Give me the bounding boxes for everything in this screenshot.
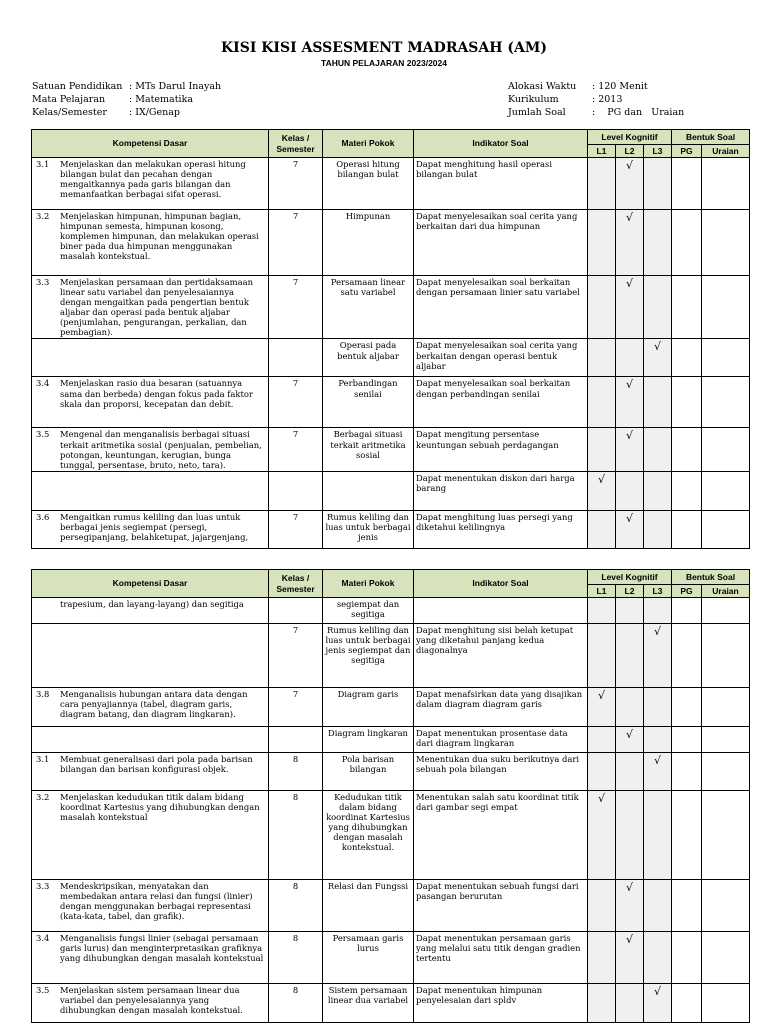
level-l1-cell — [588, 276, 616, 339]
uraian-cell — [702, 598, 750, 624]
indikator-cell: Dapat menghitung luas persegi yang diketahui kelilingnya — [414, 510, 588, 548]
indikator-cell: Menentukan salah satu koordinat titik dari gambar segi empat — [414, 791, 588, 880]
kd-text: Menganalisis hubungan antara data dengan cara penyajiannya (tabel, diagram garis, diagram batang, dan diagram lingkaran). — [60, 689, 248, 720]
kelas-cell: 8 — [269, 880, 323, 932]
pg-cell — [672, 688, 702, 727]
header-l3: L3 — [644, 145, 672, 158]
level-l3-cell — [644, 932, 672, 984]
kd-number: 3.3 — [36, 881, 50, 891]
kd-text: Menjelaskan dan melakukan operasi hitung bilangan bulat dan pecahan dengan mengaitkannya pada garis bilangan dan memanfaatkan berbagai sifat operasi. — [60, 159, 246, 200]
header-uraian: Uraian — [702, 585, 750, 598]
header-pg: PG — [672, 585, 702, 598]
level-l2-cell — [616, 210, 644, 276]
info-right — [508, 80, 684, 119]
indikator-cell: Dapat menentukan himpunan penyelesaian dari spldv — [414, 984, 588, 1023]
kd-text: Menganalisis fungsi linier (sebagai persamaan garis lurus) dan menginterpretasikan grafiknya yang dihubungkan dengan masalah kontekstual — [60, 933, 264, 964]
level-l3-cell — [644, 471, 672, 510]
header-l2: L2 — [616, 585, 644, 598]
level-l1-cell — [588, 210, 616, 276]
kompetensi-dasar-cell — [32, 624, 269, 688]
level-l2-cell — [616, 428, 644, 471]
level-l2-cell — [616, 688, 644, 727]
kompetensi-dasar-cell — [32, 791, 269, 880]
kd-number: 3.8 — [36, 689, 50, 699]
kd-number: 3.4 — [36, 378, 50, 389]
kelas-cell: 8 — [269, 753, 323, 791]
level-l1-cell — [588, 510, 616, 548]
info-label: Kurikulum — [508, 94, 559, 105]
info-value: : 2013 — [592, 94, 623, 105]
kelas-cell — [269, 598, 323, 624]
header-indikator-soal: Indikator Soal — [414, 130, 588, 158]
pg-cell — [672, 210, 702, 276]
level-l1-cell — [588, 428, 616, 471]
kd-number — [34, 599, 60, 609]
table-row — [32, 210, 750, 276]
level-l2-cell — [616, 158, 644, 210]
level-l2-cell — [616, 791, 644, 880]
level-l2-cell — [616, 932, 644, 984]
info-label: Jumlah Soal — [508, 107, 566, 118]
level-l1-cell — [588, 791, 616, 880]
level-l1-cell — [588, 158, 616, 210]
indikator-cell: Dapat menyelesaikan soal cerita yang berkaitan dengan operasi bentuk aljabar — [414, 339, 588, 377]
pg-cell — [672, 428, 702, 471]
pg-cell — [672, 276, 702, 339]
level-l1-cell — [588, 984, 616, 1023]
header-uraian: Uraian — [702, 145, 750, 158]
level-l1-cell — [588, 377, 616, 428]
table-row — [32, 984, 750, 1023]
pg-cell — [672, 932, 702, 984]
materi-cell: Himpunan — [323, 210, 414, 276]
info-label: Mata Pelajaran — [32, 94, 106, 105]
pg-cell — [672, 471, 702, 510]
kompetensi-dasar-cell — [32, 210, 269, 276]
kd-number: 3.4 — [36, 933, 50, 943]
kelas-cell: 7 — [269, 688, 323, 727]
table-row — [32, 377, 750, 428]
checkmark-icon: √ — [653, 625, 661, 638]
level-l3-cell — [644, 428, 672, 471]
level-l2-cell — [616, 598, 644, 624]
header-level-kognitif: Level Kognitif — [588, 130, 672, 145]
level-l3-cell — [644, 791, 672, 880]
pg-cell — [672, 753, 702, 791]
kompetensi-dasar-cell — [32, 598, 269, 624]
uraian-cell — [702, 753, 750, 791]
level-l2-cell — [616, 377, 644, 428]
kelas-cell: 8 — [269, 932, 323, 984]
kd-number: 3.5 — [36, 429, 50, 440]
materi-cell — [323, 471, 414, 510]
kompetensi-dasar-cell — [32, 471, 269, 510]
checkmark-icon: √ — [625, 511, 633, 525]
table-row — [32, 471, 750, 510]
kompetensi-dasar-cell — [32, 428, 269, 471]
checkmark-icon: √ — [625, 881, 633, 894]
table-row — [32, 339, 750, 377]
table-row — [32, 276, 750, 339]
level-l3-cell — [644, 377, 672, 428]
indikator-cell: Dapat menentukan diskon dari harga barang — [414, 471, 588, 510]
level-l1-cell — [588, 471, 616, 510]
uraian-cell — [702, 510, 750, 548]
uraian-cell — [702, 210, 750, 276]
kompetensi-dasar-cell — [32, 688, 269, 727]
table-row — [32, 688, 750, 727]
checkmark-icon: √ — [625, 429, 633, 443]
header-kelas-semester: Kelas / Semester — [269, 570, 323, 598]
info-left — [32, 80, 221, 119]
kelas-cell — [269, 471, 323, 510]
materi-cell: Sistem persamaan linear dua variabel — [323, 984, 414, 1023]
indikator-cell: Dapat menyelesaikan soal berkaitan dengan persamaan linier satu variabel — [414, 276, 588, 339]
info-label: Kelas/Semester — [32, 107, 107, 118]
kd-number: 3.2 — [36, 211, 50, 221]
table-row — [32, 598, 750, 624]
checkmark-icon: √ — [625, 277, 633, 290]
info-value: : Matematika — [129, 94, 193, 105]
indikator-cell: Menentukan dua suku berikutnya dari sebuah pola bilangan — [414, 753, 588, 791]
header-level-kognitif: Level Kognitif — [588, 570, 672, 585]
uraian-cell — [702, 339, 750, 377]
level-l1-cell — [588, 753, 616, 791]
materi-cell: Perbandingan senilai — [323, 377, 414, 428]
pg-cell — [672, 791, 702, 880]
info-value: : PG dan Uraian — [592, 107, 685, 118]
uraian-cell — [702, 428, 750, 471]
level-l3-cell — [644, 753, 672, 791]
level-l1-cell — [588, 339, 616, 377]
checkmark-icon: √ — [625, 378, 633, 392]
kd-text: Menjelaskan persamaan dan pertidaksamaan linear satu variabel dan penyelesaiannya dengan mengaitkan pada pengertian bentuk aljabar dan operasi pada bentuk aljabar (penjumlahan, pengurangan, perkalian, dan pembagian). — [60, 277, 253, 338]
level-l2-cell — [616, 510, 644, 548]
kompetensi-dasar-cell — [32, 932, 269, 984]
checkmark-icon: √ — [653, 340, 661, 354]
kelas-cell — [269, 727, 323, 753]
kompetensi-dasar-cell — [32, 753, 269, 791]
level-l3-cell — [644, 598, 672, 624]
level-l1-cell — [588, 688, 616, 727]
kd-number: 3.2 — [36, 792, 50, 802]
header-materi-pokok: Materi Pokok — [323, 570, 414, 598]
level-l2-cell — [616, 276, 644, 339]
document-subtitle: TAHUN PELAJARAN 2023/2024 — [321, 58, 447, 68]
materi-cell: segiempat dan segitiga — [323, 598, 414, 624]
checkmark-icon: √ — [653, 985, 661, 998]
uraian-cell — [702, 377, 750, 428]
header-kompetensi-dasar: Kompetensi Dasar — [32, 570, 269, 598]
level-l3-cell — [644, 727, 672, 753]
pg-cell — [672, 598, 702, 624]
kelas-cell: 7 — [269, 276, 323, 339]
checkmark-icon: √ — [597, 689, 605, 702]
header-l1: L1 — [588, 585, 616, 598]
level-l3-cell — [644, 624, 672, 688]
table-row — [32, 753, 750, 791]
header-l2: L2 — [616, 145, 644, 158]
kompetensi-dasar-cell — [32, 880, 269, 932]
kd-number: 3.6 — [36, 511, 50, 522]
info-value: : 120 Menit — [592, 81, 648, 92]
uraian-cell — [702, 880, 750, 932]
uraian-cell — [702, 984, 750, 1023]
header-bentuk-soal: Bentuk Soal — [672, 570, 750, 585]
materi-cell: Berbagai situasi terkait aritmetika sosial — [323, 428, 414, 471]
kd-text: Mendeskripsikan, menyatakan dan membedakan antara relasi dan fungsi (linier) dengan menggunakan berbagai representasi (kata-kata, tabel, dan grafik). — [60, 881, 253, 922]
header-indikator-soal: Indikator Soal — [414, 570, 588, 598]
kelas-cell: 7 — [269, 510, 323, 548]
table-row — [32, 880, 750, 932]
document-title: KISI KISI ASSESMENT MADRASAH (AM) — [221, 40, 547, 56]
level-l3-cell — [644, 276, 672, 339]
level-l1-cell — [588, 880, 616, 932]
kompetensi-dasar-cell — [32, 510, 269, 548]
kd-text: Mengenal dan menganalisis berbagai situasi terkait aritmetika sosial (penjualan, pembelian, potongan, keuntungan, kerugian, bunga tunggal, persentase, bruto, neto, tara). — [60, 429, 262, 470]
kd-text: Menjelaskan kedudukan titik dalam bidang koordinat Kartesius yang dihubungkan dengan masalah kontekstual — [60, 792, 260, 823]
kelas-cell: 8 — [269, 791, 323, 880]
materi-cell: Diagram lingkaran — [323, 727, 414, 753]
uraian-cell — [702, 276, 750, 339]
level-l1-cell — [588, 932, 616, 984]
checkmark-icon: √ — [625, 728, 633, 741]
level-l1-cell — [588, 598, 616, 624]
level-l2-cell — [616, 624, 644, 688]
header-pg: PG — [672, 145, 702, 158]
checkmark-icon: √ — [625, 159, 633, 172]
kelas-cell: 7 — [269, 428, 323, 471]
pg-cell — [672, 158, 702, 210]
materi-cell: Persamaan garis lurus — [323, 932, 414, 984]
table-row — [32, 791, 750, 880]
materi-cell: Diagram garis — [323, 688, 414, 727]
pg-cell — [672, 727, 702, 753]
kompetensi-dasar-cell — [32, 377, 269, 428]
kd-text: Mengaitkan rumus keliling dan luas untuk berbagai jenis segiempat (persegi, persegipanjang, belahketupat, jajargenjang, — [60, 511, 249, 542]
kd-number: 3.3 — [36, 277, 50, 287]
indikator-cell: Dapat menentukan prosentase data dari diagram lingkaran — [414, 727, 588, 753]
indikator-cell — [414, 598, 588, 624]
indikator-cell: Dapat menentukan sebuah fungsi dari pasangan berurutan — [414, 880, 588, 932]
header-kompetensi-dasar: Kompetensi Dasar — [32, 130, 269, 158]
pg-cell — [672, 984, 702, 1023]
pg-cell — [672, 880, 702, 932]
indikator-cell: Dapat menyelesaikan soal berkaitan dengan perbandingan senilai — [414, 377, 588, 428]
indikator-cell: Dapat menyelesaikan soal cerita yang berkaitan dari dua himpunan — [414, 210, 588, 276]
level-l2-cell — [616, 880, 644, 932]
kompetensi-dasar-cell — [32, 339, 269, 377]
pg-cell — [672, 339, 702, 377]
level-l2-cell — [616, 727, 644, 753]
checkmark-icon: √ — [625, 211, 633, 224]
kd-number: 3.5 — [36, 985, 50, 995]
table-row — [32, 727, 750, 753]
indikator-cell: Dapat menentukan persamaan garis yang melalui satu titik dengan gradien tertentu — [414, 932, 588, 984]
pg-cell — [672, 377, 702, 428]
kelas-cell: 8 — [269, 984, 323, 1023]
checkmark-icon: √ — [597, 792, 605, 805]
materi-cell: Rumus keliling dan luas untuk berbagai jenis segiempat dan segitiga — [323, 624, 414, 688]
materi-cell: Kedudukan titik dalam bidang koordinat Kartesius yang dihubungkan dengan masalah kontekstual. — [323, 791, 414, 880]
kd-text: trapesium, dan layang-layang) dan segitiga — [60, 599, 244, 609]
checkmark-icon: √ — [625, 933, 633, 946]
level-l2-cell — [616, 984, 644, 1023]
materi-cell: Rumus keliling dan luas untuk berbagai jenis — [323, 510, 414, 548]
info-value: : MTs Darul Inayah — [129, 81, 222, 92]
info-value: : IX/Genap — [129, 107, 181, 118]
level-l2-cell — [616, 471, 644, 510]
uraian-cell — [702, 158, 750, 210]
materi-cell: Pola barisan bilangan — [323, 753, 414, 791]
kelas-cell: 7 — [269, 158, 323, 210]
kd-text: Menjelaskan rasio dua besaran (satuannya sama dan berbeda) dengan fokus pada faktor skala dan proporsi, kecepatan dan debit. — [60, 378, 253, 409]
kompetensi-dasar-cell — [32, 984, 269, 1023]
level-l1-cell — [588, 727, 616, 753]
kelas-cell: 7 — [269, 624, 323, 688]
uraian-cell — [702, 624, 750, 688]
materi-cell: Operasi pada bentuk aljabar — [323, 339, 414, 377]
table-row — [32, 510, 750, 548]
level-l1-cell — [588, 624, 616, 688]
level-l3-cell — [644, 510, 672, 548]
pg-cell — [672, 624, 702, 688]
header-kelas-semester: Kelas / Semester — [269, 130, 323, 158]
level-l3-cell — [644, 984, 672, 1023]
level-l3-cell — [644, 688, 672, 727]
header-materi-pokok: Materi Pokok — [323, 130, 414, 158]
kd-text: Membuat generalisasi dari pola pada barisan bilangan dan barisan konfigurasi objek. — [60, 754, 253, 775]
header-bentuk-soal: Bentuk Soal — [672, 130, 750, 145]
materi-cell: Persamaan linear satu variabel — [323, 276, 414, 339]
indikator-cell: Dapat menghitung sisi belah ketupat yang diketahui panjang kedua diagonalnya — [414, 624, 588, 688]
uraian-cell — [702, 727, 750, 753]
kelas-cell — [269, 339, 323, 377]
table-row — [32, 624, 750, 688]
indikator-cell: Dapat menghitung hasil operasi bilangan bulat — [414, 158, 588, 210]
uraian-cell — [702, 688, 750, 727]
kd-number: 3.1 — [36, 754, 50, 764]
checkmark-icon: √ — [653, 754, 661, 767]
level-l3-cell — [644, 339, 672, 377]
header-l3: L3 — [644, 585, 672, 598]
kd-number: 3.1 — [36, 159, 50, 169]
kd-text: Menjelaskan himpunan, himpunan bagian, himpunan semesta, himpunan kosong, komplemen himpunan, dan melakukan operasi biner pada dua himpunan menggunakan masalah kontekstual. — [60, 211, 259, 262]
kelas-cell: 7 — [269, 210, 323, 276]
info-label: Satuan Pendidikan — [32, 81, 123, 92]
header-l1: L1 — [588, 145, 616, 158]
uraian-cell — [702, 471, 750, 510]
level-l2-cell — [616, 753, 644, 791]
info-label: Alokasi Waktu — [508, 81, 577, 92]
kisi-table-page1 — [31, 129, 750, 549]
indikator-cell: Dapat menafsirkan data yang disajikan dalam diagram diagram garis — [414, 688, 588, 727]
kompetensi-dasar-cell — [32, 276, 269, 339]
uraian-cell — [702, 932, 750, 984]
level-l2-cell — [616, 339, 644, 377]
kompetensi-dasar-cell — [32, 727, 269, 753]
indikator-cell: Dapat mengitung persentase keuntungan sebuah perdagangan — [414, 428, 588, 471]
materi-cell: Operasi hitung bilangan bulat — [323, 158, 414, 210]
kd-text: Menjelaskan sistem persamaan linear dua variabel dan penyelesaiannya yang dihubungkan dengan masalah kontekstual. — [60, 985, 243, 1016]
table-row — [32, 932, 750, 984]
table-row — [32, 158, 750, 210]
kompetensi-dasar-cell — [32, 158, 269, 210]
level-l3-cell — [644, 210, 672, 276]
level-l3-cell — [644, 158, 672, 210]
level-l3-cell — [644, 880, 672, 932]
table-row — [32, 428, 750, 471]
checkmark-icon: √ — [597, 472, 605, 486]
kelas-cell: 7 — [269, 377, 323, 428]
materi-cell: Relasi dan Fungssi — [323, 880, 414, 932]
uraian-cell — [702, 791, 750, 880]
pg-cell — [672, 510, 702, 548]
kisi-table-page2 — [31, 569, 750, 1023]
